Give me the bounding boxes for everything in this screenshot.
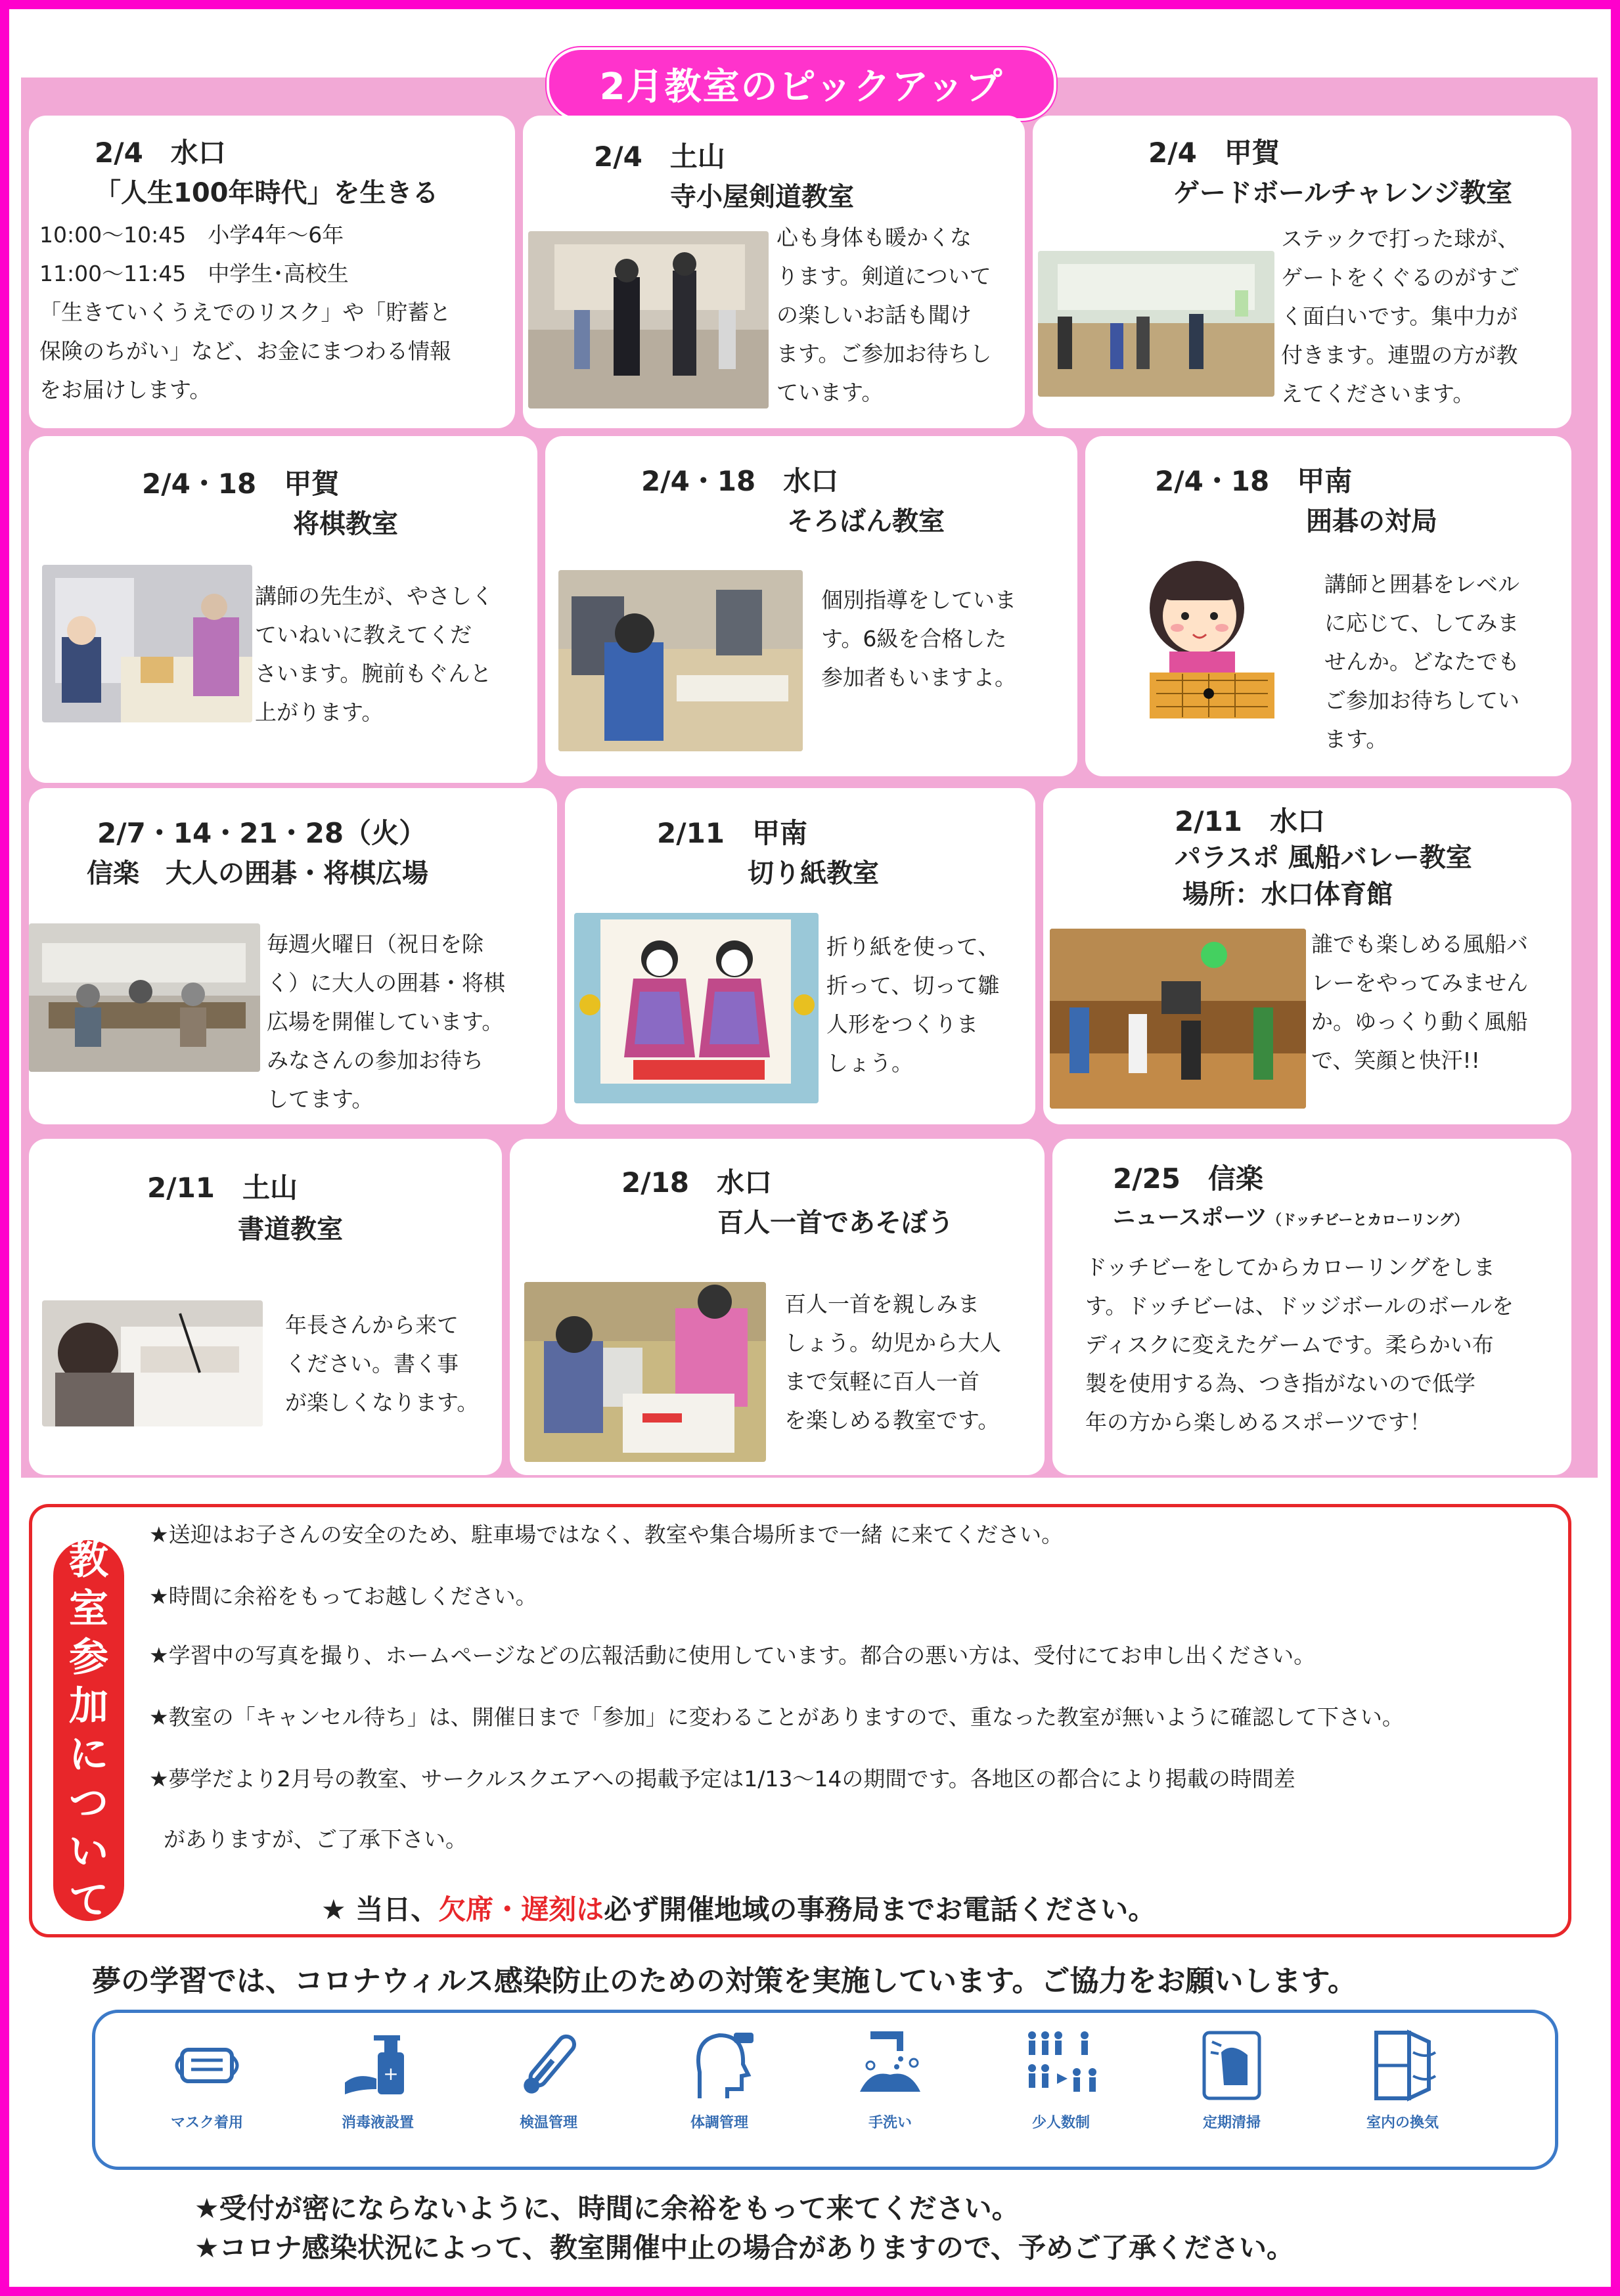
card-name: 信楽 大人の囲碁・将棋広場: [87, 858, 428, 889]
igo-shogi-photo: [29, 923, 260, 1072]
card-name: 囲碁の対局: [1306, 506, 1437, 537]
hina-doll-photo: [574, 913, 819, 1103]
notice-label: 教 室 参 加 に つ い て: [53, 1540, 124, 1921]
card-date: 2/11 甲南: [657, 817, 808, 849]
card-place: 場所：水口体育館: [1182, 879, 1393, 910]
card-body: 年長さんから来て ください。書く事 が楽しくなります。: [285, 1312, 479, 1415]
card-date: 2/4 水口: [95, 137, 226, 169]
card-date: 2/25 信楽: [1113, 1162, 1264, 1195]
card-body: 個別指導をしていま す。6級を合格した 参加者もいますよ。: [821, 587, 1016, 690]
card-body: 講師と囲碁をレベル に応じて、してみま せんか。どなたでも ご参加お待ちしてい ます。: [1324, 571, 1519, 752]
card-name: 切り紙教室: [748, 858, 879, 889]
small-group-icon: 少人数制: [1002, 2026, 1120, 2157]
soroban-photo: [558, 570, 803, 751]
card-mizuguchi-soroban: [545, 436, 1077, 776]
card-date: 2/4・18 甲賀: [142, 468, 340, 500]
sanitizer-icon: + 消毒液設置: [319, 2026, 437, 2157]
card-name: 「人生100年時代」を生きる: [95, 178, 439, 208]
card-konan-kirigami: [565, 788, 1035, 1124]
gateball-photo: [1038, 251, 1274, 397]
svg-text:+: +: [383, 2063, 399, 2085]
notice-item: ★時間に余裕をもってお越しください。: [149, 1583, 537, 1609]
card-date: 2/11 土山: [147, 1172, 298, 1204]
covid-heading: 夢の学習では、コロナウィルス感染防止のための対策を実施しています。ご協力をお願いします。: [92, 1964, 1357, 1998]
card-body: 誰でも楽しめる風船バ レーをやってみません か。ゆっくり動く風船 で、笑顔と快汗!!: [1311, 931, 1528, 1073]
card-body: 百人一首を親しみま しょう。幼児から大人 まで気軽に百人一首 を楽しめる教室です。: [784, 1291, 1001, 1433]
ventilation-icon: 室内の換気: [1343, 2026, 1462, 2157]
notice-item: がありますが、ご了承下さい。: [164, 1826, 467, 1852]
card-name: 将棋教室: [293, 509, 398, 539]
card-name: パラスポ 風船バレー教室: [1175, 843, 1472, 873]
footer-note: ★コロナ感染状況によって、教室開催中止の場合がありますので、予めご了承ください。: [194, 2232, 1294, 2264]
igo-girl-illustration: [1130, 556, 1277, 724]
health-check-icon: 体調管理: [660, 2026, 778, 2157]
card-name: ニュースポーツ（ドッチビーとカローリング）: [1113, 1204, 1469, 1231]
card-date: 2/18 水口: [621, 1166, 773, 1199]
card-date: 2/4・18 甲南: [1155, 465, 1353, 497]
card-name: そろばん教室: [787, 506, 945, 537]
card-konan-igo: [1085, 436, 1571, 776]
covid-measures: [92, 2010, 1558, 2170]
card-name: ゲードボールチャレンジ教室: [1173, 178, 1512, 208]
mask-icon: マスク着用: [148, 2026, 266, 2157]
handwash-icon: 手洗い: [831, 2026, 949, 2157]
card-mizuguchi-balloon-volley: [1043, 788, 1571, 1124]
notice-item: ★教室の「キャンセル待ち」は、開催日まで「参加」に変わることがありますので、重なった教室が無いように確認して下さい。: [149, 1704, 1404, 1730]
card-body: 毎週火曜日（祝日を除 く）に大人の囲碁・将棋 広場を開催しています。 みなさんの参加お待ち してます。: [267, 931, 505, 1112]
hyakunin-isshu-photo: [524, 1282, 766, 1462]
notice-box: [29, 1504, 1571, 1937]
card-name: 書道教室: [238, 1214, 343, 1245]
card-body: 心も身体も暖かくな ります。剣道について の楽しいお話も聞け ます。ご参加お待ちし ています。: [776, 225, 992, 405]
page-title: 2月教室のピックアップ: [547, 47, 1056, 121]
notice-item: ★学習中の写真を撮り、ホームページなどの広報活動に使用しています。都合の悪い方は、受付にてお申し出ください。: [149, 1643, 1316, 1668]
card-tsuchiyama-shodo: [29, 1139, 502, 1475]
card-mizuguchi-life100: [29, 116, 515, 428]
card-date: 2/4 甲賀: [1148, 137, 1280, 169]
card-date: 2/4・18 水口: [641, 465, 839, 497]
thermometer-icon: 検温管理: [489, 2026, 608, 2157]
card-koka-gateball: [1033, 116, 1571, 428]
notice-item: ★夢学だより2月号の教室、サークルスクエアへの掲載予定は1/13〜14の期間です。各地区の都合により掲載の時間差: [149, 1766, 1295, 1792]
card-date: 2/11 水口: [1175, 805, 1326, 837]
card-body: ドッチビーをしてからカローリングをしま す。ドッチビーは、ドッジボールのボールを ディスクに変えたゲームです。柔らかい布 製を使用する為、つき指がないので低学 年の方から楽しめるスポーツです！: [1085, 1254, 1514, 1435]
calligraphy-photo: [42, 1300, 263, 1426]
notice-phone: ★ 当日、欠席・遅刻は必ず開催地域の事務局までお電話ください。: [321, 1893, 1156, 1926]
card-mizuguchi-hyakunin: [510, 1139, 1045, 1475]
card-name: 百人一首であそぼう: [717, 1208, 954, 1238]
card-date: 2/4 土山: [594, 141, 725, 173]
card-koka-shogi: [29, 436, 537, 783]
footer-note: ★受付が密にならないように、時間に余裕をもって来てください。: [194, 2192, 1020, 2224]
card-name: 寺小屋剣道教室: [670, 182, 854, 212]
card-shigaraki-plaza: [29, 788, 557, 1124]
kendo-photo: [528, 231, 769, 408]
card-body: 折り紙を使って、 折って、切って雛 人形をつくりま しょう。: [826, 934, 1000, 1076]
card-shigaraki-newsports: [1052, 1139, 1571, 1475]
card-date: 2/7・14・21・28（火）: [97, 817, 427, 849]
card-body: ステックで打った球が、 ゲートをくぐるのがすご く面白いです。集中力が 付きます。連盟の方が教 えてくださいます。: [1281, 226, 1519, 407]
shogi-photo: [42, 565, 252, 722]
card-body: 講師の先生が、やさしく ていねいに教えてくだ さいます。腕前もぐんと 上がります。: [255, 583, 493, 725]
card-tsuchiyama-kendo: [523, 116, 1025, 428]
notice-item: ★送迎はお子さんの安全のため、駐車場ではなく、教室や集合場所まで一緒 に来てください。: [149, 1522, 1064, 1547]
balloon-volley-photo: [1050, 929, 1306, 1109]
cleaning-icon: 定期清掃: [1173, 2026, 1291, 2157]
card-body: 10:00〜10:45 小学4年〜6年 11:00〜11:45 中学生･高校生 「生きていくうえでのリスク」や「貯蓄と 保険のちがい」など、お金にまつわる情報 をお届けします。: [39, 222, 451, 403]
